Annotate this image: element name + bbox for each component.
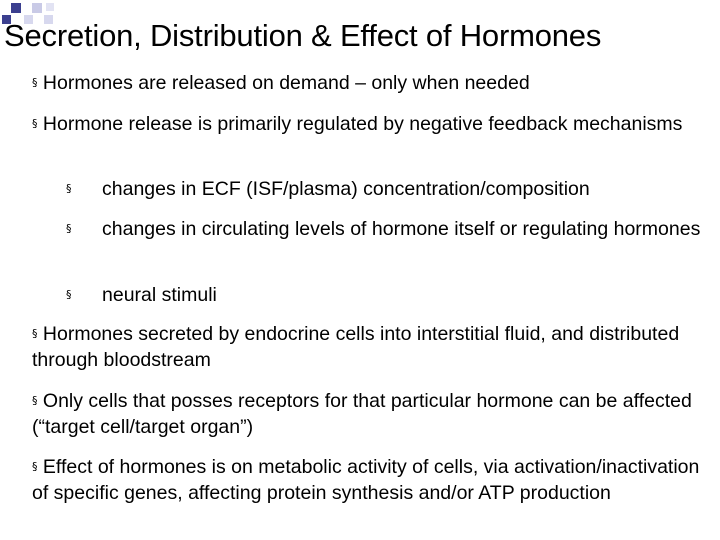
bullet-item bbox=[32, 321, 712, 373]
sub-bullet-item bbox=[66, 216, 706, 242]
bullet-marker: § bbox=[32, 117, 38, 130]
bullet-item bbox=[32, 454, 712, 506]
bullet-marker: § bbox=[32, 460, 38, 473]
bullet-text: neural stimuli bbox=[102, 284, 217, 306]
sub-bullet-item bbox=[66, 282, 706, 308]
bullet-text: Only cells that posses receptors for that particular hormone can be affected (“target cell/target organ”) bbox=[32, 390, 692, 438]
bullet-item bbox=[32, 388, 712, 440]
sub-bullet-item bbox=[66, 176, 706, 202]
bullet-text: Hormones secreted by endocrine cells into interstitial fluid, and distributed through bloodstream bbox=[32, 323, 680, 371]
bullet-marker: § bbox=[66, 222, 72, 235]
bullet-marker: § bbox=[66, 182, 72, 195]
slide-title: Secretion, Distribution & Effect of Hormones bbox=[4, 18, 602, 53]
bullet-text: Effect of hormones is on metabolic activity of cells, via activation/inactivation of specific genes, affecting protein synthesis and/or ATP production bbox=[32, 456, 700, 504]
bullet-item bbox=[32, 70, 712, 96]
bullet-text: changes in ECF (ISF/plasma) concentration/composition bbox=[102, 178, 590, 200]
bullet-text: Hormones are released on demand – only when needed bbox=[42, 72, 530, 94]
bullet-text: changes in circulating levels of hormone itself or regulating hormones bbox=[102, 218, 701, 240]
bullet-marker: § bbox=[32, 76, 38, 89]
bullet-marker: § bbox=[32, 394, 38, 407]
bullet-marker: § bbox=[66, 288, 72, 301]
bullet-marker: § bbox=[32, 327, 38, 340]
bullet-text: Hormone release is primarily regulated by negative feedback mechanisms bbox=[42, 113, 683, 135]
bullet-item bbox=[32, 111, 712, 137]
